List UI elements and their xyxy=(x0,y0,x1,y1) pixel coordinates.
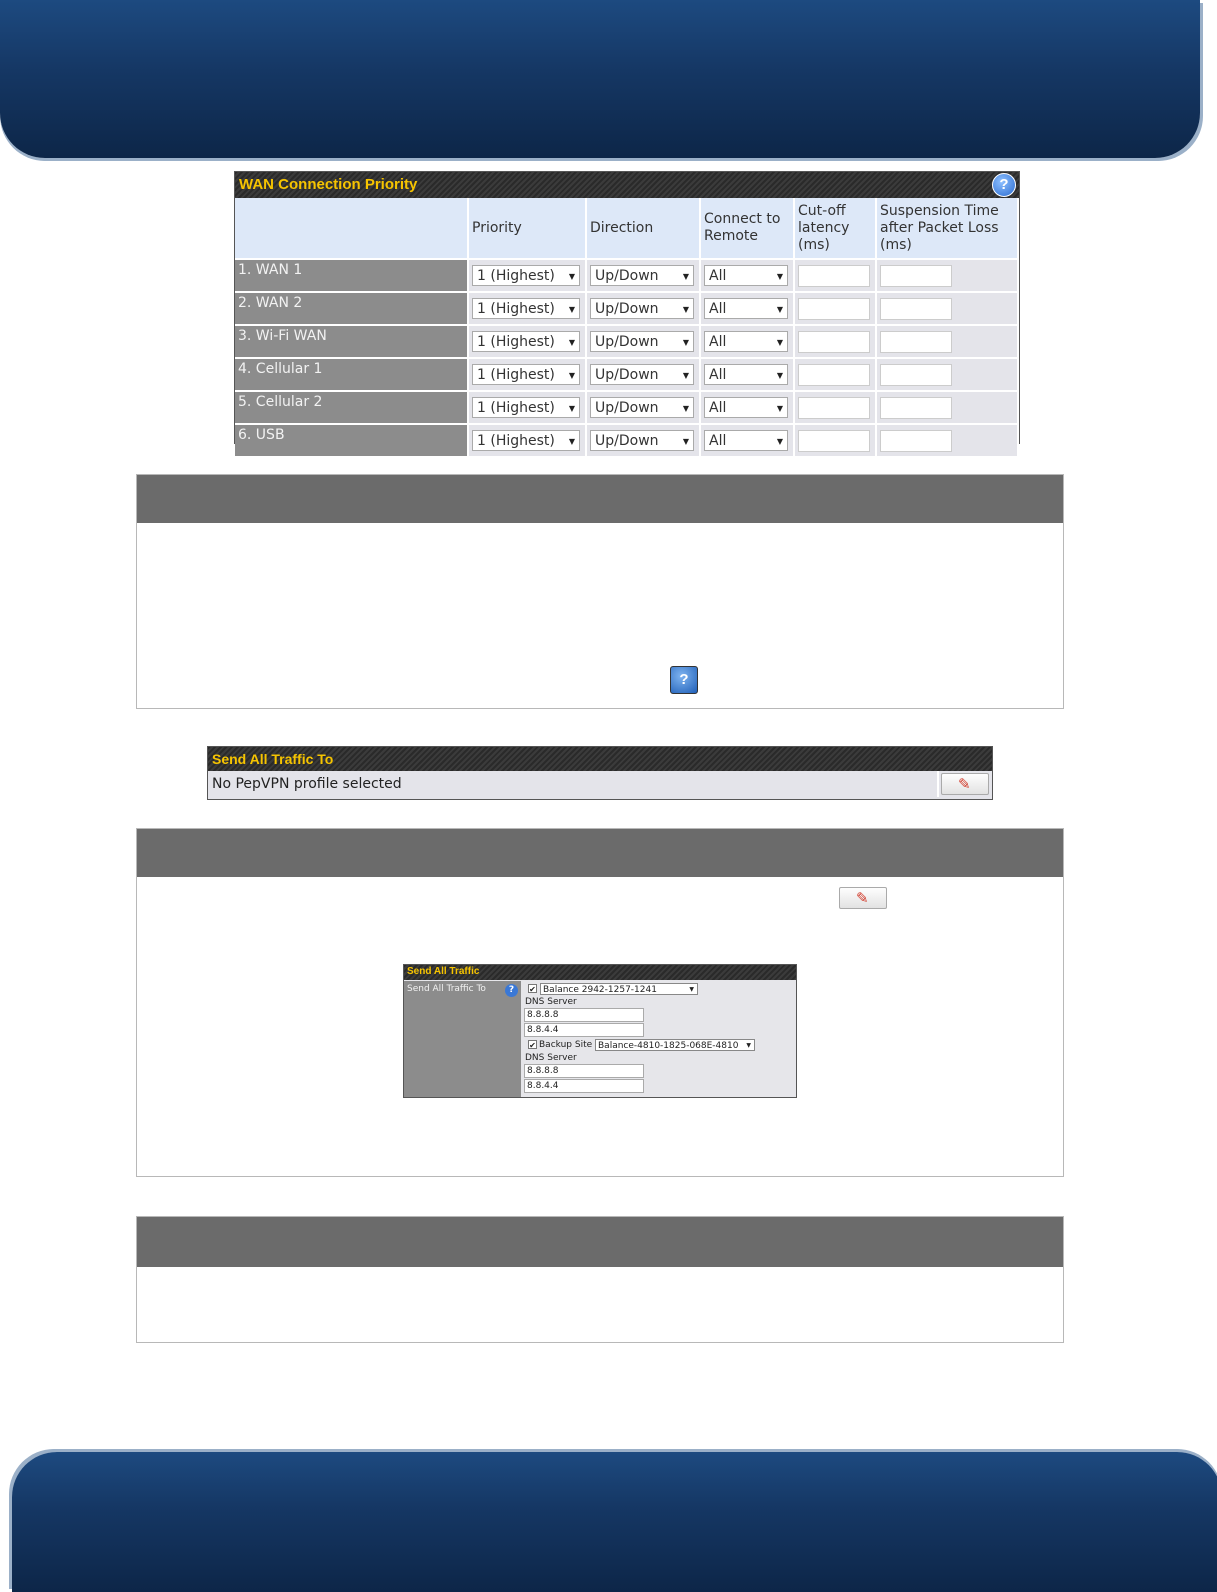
direction-select[interactable]: Up/Down ▼ xyxy=(590,331,694,352)
send-all-traffic-title-bar xyxy=(208,747,992,771)
wan-priority-table xyxy=(235,198,1019,456)
dns-input: 8.8.4.4 xyxy=(524,1079,644,1093)
wan-priority-title-bar xyxy=(235,172,1019,198)
remote-select[interactable]: All ▼ xyxy=(704,430,788,451)
direction-select[interactable]: Up/Down ▼ xyxy=(590,298,694,319)
remote-select[interactable]: All ▼ xyxy=(704,397,788,418)
direction-select[interactable]: Up/Down ▼ xyxy=(590,397,694,418)
header-name xyxy=(235,198,468,259)
mini-settings xyxy=(523,981,796,1097)
header-direction: Direction xyxy=(586,198,700,259)
edit-button[interactable] xyxy=(839,887,887,909)
table-header-row xyxy=(235,198,1018,259)
table-row xyxy=(235,424,1018,456)
row-name: 5. Cellular 2 xyxy=(235,391,468,424)
table-row xyxy=(235,358,1018,391)
checkbox-icon: ✔ xyxy=(529,1041,536,1050)
priority-select[interactable]: 1 (Highest) ▼ xyxy=(472,298,580,319)
edit-icon: ✎ xyxy=(856,889,869,907)
remote-select[interactable]: All ▼ xyxy=(704,331,788,352)
mini-label-cell xyxy=(404,981,521,1097)
suspension-time-input[interactable] xyxy=(880,430,952,452)
dns-input: 8.8.8.8 xyxy=(524,1008,644,1022)
wan-priority-panel xyxy=(234,171,1020,449)
mini-title: Send All Traffic xyxy=(407,966,480,977)
table-row xyxy=(235,391,1018,424)
bottom-banner xyxy=(12,1452,1217,1592)
table-row xyxy=(235,292,1018,325)
mini-label: Send All Traffic To xyxy=(407,984,486,994)
dns-label: DNS Server xyxy=(525,997,577,1007)
direction-select[interactable]: Up/Down ▼ xyxy=(590,265,694,286)
cutoff-latency-input[interactable] xyxy=(798,397,870,419)
row-name: 1. WAN 1 xyxy=(235,259,468,292)
send-all-traffic-panel xyxy=(207,746,993,800)
priority-select[interactable]: 1 (Highest) ▼ xyxy=(472,430,580,451)
row-name: 6. USB xyxy=(235,424,468,456)
send-all-traffic-example xyxy=(403,964,797,1098)
priority-select[interactable]: 1 (Highest) ▼ xyxy=(472,265,580,286)
priority-select[interactable]: 1 (Highest) ▼ xyxy=(472,331,580,352)
info-box-3-header xyxy=(137,1217,1063,1267)
cutoff-latency-input[interactable] xyxy=(798,265,870,287)
suspension-time-input[interactable] xyxy=(880,397,952,419)
suspension-time-input[interactable] xyxy=(880,298,952,320)
checkbox-icon: ✔ xyxy=(529,985,536,994)
header-connect-remote: Connect to Remote xyxy=(700,198,794,259)
send-all-traffic-value: No PepVPN profile selected xyxy=(212,776,402,792)
info-box-1-header xyxy=(137,475,1063,523)
header-suspension-time: Suspension Time after Packet Loss (ms) xyxy=(876,198,1018,259)
row-name: 3. Wi-Fi WAN xyxy=(235,325,468,358)
header-cutoff-latency: Cut-off latency (ms) xyxy=(794,198,876,259)
help-icon[interactable]: ? xyxy=(992,173,1016,197)
cutoff-latency-input[interactable] xyxy=(798,364,870,386)
help-icon[interactable]: ? xyxy=(670,666,698,694)
suspension-time-input[interactable] xyxy=(880,265,952,287)
help-icon: ? xyxy=(505,984,518,997)
dns-label: DNS Server xyxy=(525,1053,577,1063)
info-box-3 xyxy=(136,1216,1064,1343)
cutoff-latency-input[interactable] xyxy=(798,298,870,320)
table-row xyxy=(235,259,1018,292)
direction-select[interactable]: Up/Down ▼ xyxy=(590,364,694,385)
info-box-2-header xyxy=(137,829,1063,877)
dns-input: 8.8.8.8 xyxy=(524,1064,644,1078)
remote-select[interactable]: All ▼ xyxy=(704,364,788,385)
priority-select[interactable]: 1 (Highest) ▼ xyxy=(472,364,580,385)
suspension-time-input[interactable] xyxy=(880,331,952,353)
divider xyxy=(937,771,939,797)
row-name: 4. Cellular 1 xyxy=(235,358,468,391)
edit-icon: ✎ xyxy=(958,775,971,793)
remote-select[interactable]: All ▼ xyxy=(704,265,788,286)
cutoff-latency-input[interactable] xyxy=(798,430,870,452)
top-banner xyxy=(0,0,1200,158)
profile-select: Balance 2942-1257-1241 ▼ xyxy=(540,983,698,995)
priority-select[interactable]: 1 (Highest) ▼ xyxy=(472,397,580,418)
row-name: 2. WAN 2 xyxy=(235,292,468,325)
info-box-1 xyxy=(136,474,1064,709)
cutoff-latency-input[interactable] xyxy=(798,331,870,353)
suspension-time-input[interactable] xyxy=(880,364,952,386)
header-priority: Priority xyxy=(468,198,586,259)
table-row xyxy=(235,325,1018,358)
edit-button[interactable] xyxy=(941,773,989,795)
send-all-traffic-title: Send All Traffic To xyxy=(212,751,334,767)
dns-input: 8.8.4.4 xyxy=(524,1023,644,1037)
backup-profile-select: Balance-4810-1825-068E-4810 ▼ xyxy=(595,1039,755,1051)
mini-title-bar xyxy=(404,965,796,980)
send-all-traffic-row xyxy=(208,771,992,799)
remote-select[interactable]: All ▼ xyxy=(704,298,788,319)
direction-select[interactable]: Up/Down ▼ xyxy=(590,430,694,451)
wan-priority-title: WAN Connection Priority xyxy=(239,176,418,193)
backup-site-label: Backup Site xyxy=(539,1040,593,1050)
